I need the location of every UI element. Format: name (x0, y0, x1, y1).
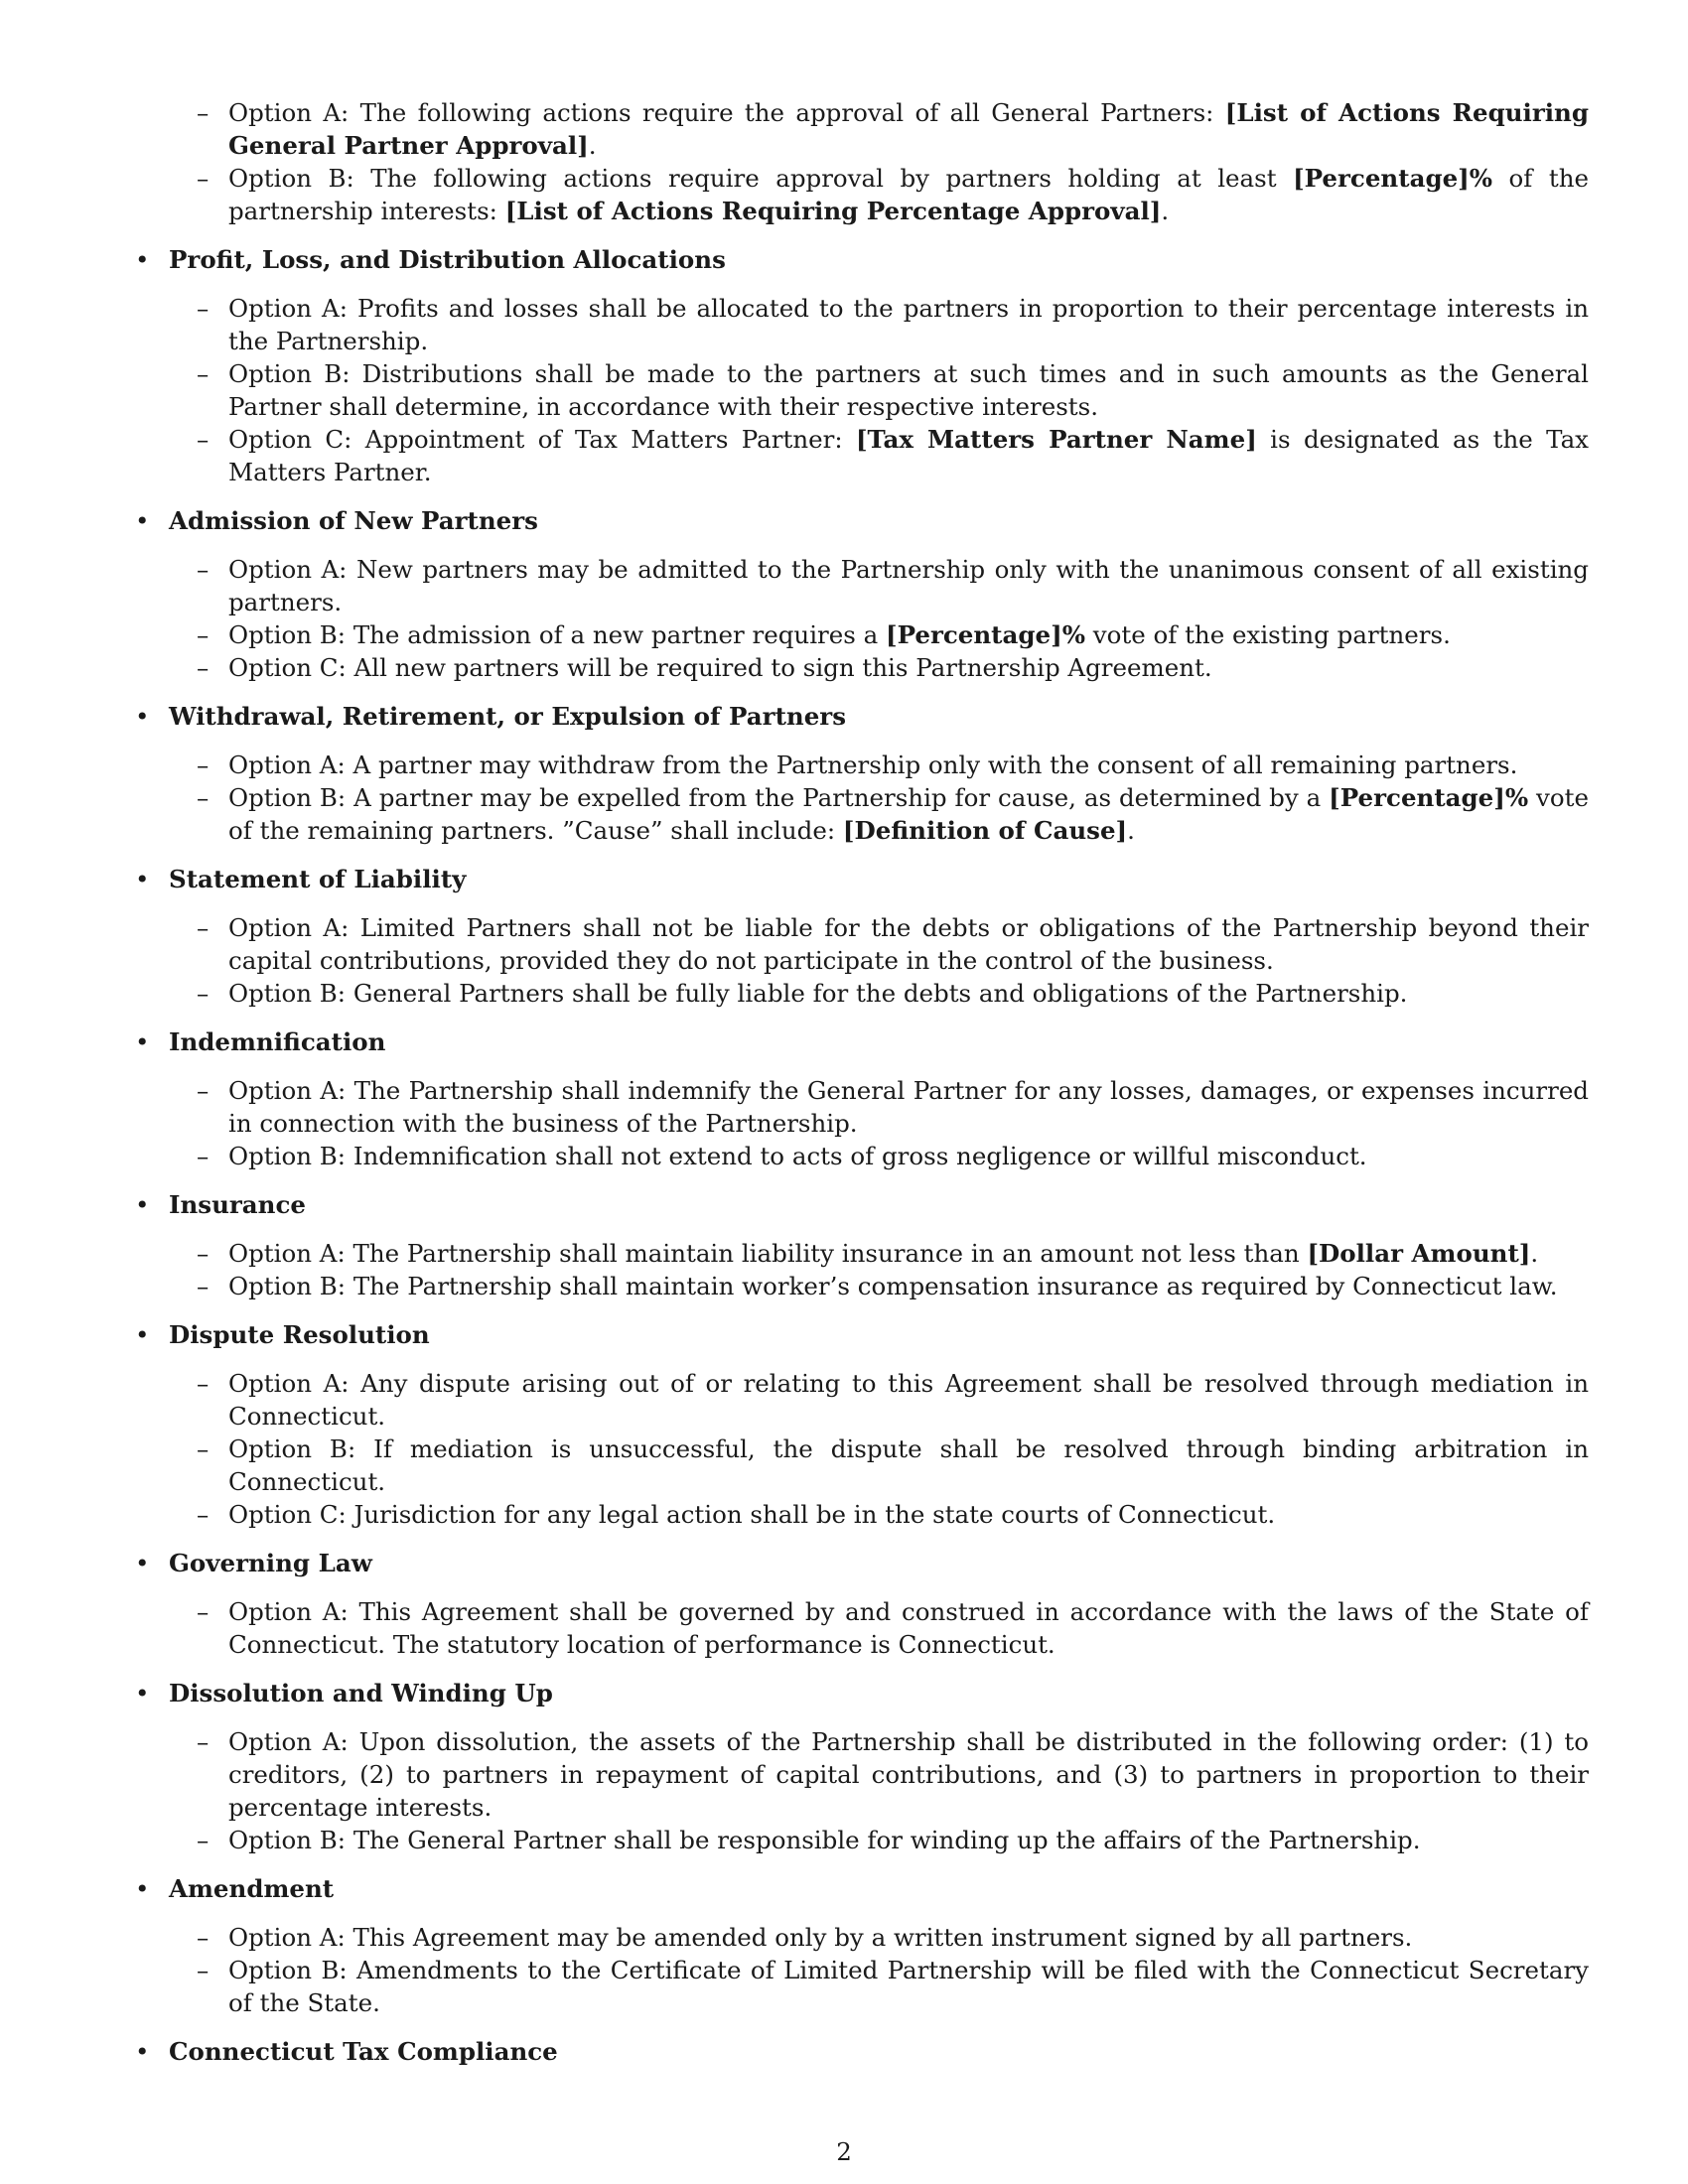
option-item (228, 618, 1589, 651)
option-text: Option A: Limited Partners shall not be liable for the debts or obligations of the Partnership beyond their capital contributions, provided they do not participate in the control of the business. (228, 913, 1589, 975)
option-item (228, 1725, 1589, 1824)
option-text: Option C: Appointment of Tax Matters Partner: (228, 425, 856, 454)
section-heading: • Admission of New Partners (135, 504, 1589, 537)
option-list (135, 1595, 1589, 1661)
section-item (135, 1318, 1589, 1531)
option-text: Option B: The Partnership shall maintain worker’s compensation insurance as required by Connecticut law. (228, 1272, 1558, 1300)
option-item (228, 1498, 1589, 1531)
option-item (228, 1595, 1589, 1661)
section-item (135, 1872, 1589, 2019)
option-text: vote of the existing partners. (1084, 620, 1451, 649)
option-item (228, 1074, 1589, 1140)
option-text: . (588, 131, 597, 160)
option-item (228, 911, 1589, 977)
option-item (228, 781, 1589, 847)
option-item (228, 1921, 1589, 1954)
section-heading: • Amendment (135, 1872, 1589, 1905)
option-text: Option A: New partners may be admitted to the Partnership only with the unanimous consent of all existing partners. (228, 555, 1589, 616)
section-item (135, 1188, 1589, 1302)
option-item (228, 292, 1589, 357)
option-text: Option A: Upon dissolution, the assets of the Partnership shall be distributed in the following order: (1) to creditors, (2) to partners in repayment of capital contributions, and (3) to partners in proportion to their percentage interests. (228, 1727, 1589, 1822)
section-heading: • Insurance (135, 1188, 1589, 1221)
option-item (228, 423, 1589, 488)
section-heading: • Indemnification (135, 1025, 1589, 1058)
placeholder-field: [Tax Matters Partner Name] (855, 425, 1257, 454)
section-item (135, 1025, 1589, 1172)
option-list (135, 749, 1589, 847)
option-list (135, 1367, 1589, 1531)
section-item (135, 1677, 1589, 1856)
option-item (228, 1433, 1589, 1498)
placeholder-field: [Definition of Cause] (842, 816, 1128, 845)
page-number: 2 (836, 2137, 852, 2166)
placeholder-field: [Percentage]% (886, 620, 1085, 649)
option-text: Option B: The following actions require approval by partners holding at least (228, 164, 1294, 193)
option-text: Option A: Profits and losses shall be allocated to the partners in proportion to their percentage interests in the Partnership. (228, 294, 1589, 355)
section-heading: • Profit, Loss, and Distribution Allocations (135, 243, 1589, 276)
option-text: Option B: Amendments to the Certificate of Limited Partnership will be filed with the Connecticut Secretary of the State. (228, 1956, 1589, 2017)
section-heading: • Governing Law (135, 1547, 1589, 1579)
continued-option-list (135, 96, 1589, 227)
placeholder-field: [List of Actions Requiring General Partner Approval] (228, 98, 1589, 160)
option-text: Option B: Indemnification shall not extend to acts of gross negligence or willful misconduct. (228, 1142, 1367, 1170)
section-heading: • Statement of Liability (135, 863, 1589, 895)
section-item (135, 243, 1589, 488)
section-heading: • Connecticut Tax Compliance (135, 2035, 1589, 2068)
option-item (228, 1954, 1589, 2019)
option-item (228, 162, 1589, 227)
option-list (135, 1921, 1589, 2019)
option-list (135, 911, 1589, 1010)
option-item (228, 1140, 1589, 1172)
option-list (135, 1074, 1589, 1172)
option-item (228, 357, 1589, 423)
option-text: Option A: A partner may withdraw from the Partnership only with the consent of all remaining partners. (228, 751, 1518, 779)
option-text: Option B: If mediation is unsuccessful, the dispute shall be resolved through binding arbitration in Connecticut. (228, 1434, 1589, 1496)
option-text: Option B: The admission of a new partner requires a (228, 620, 887, 649)
section-heading: • Withdrawal, Retirement, or Expulsion of Partners (135, 700, 1589, 733)
option-text: Option A: This Agreement may be amended only by a written instrument signed by all partners. (228, 1923, 1413, 1952)
option-text: Option B: General Partners shall be fully liable for the debts and obligations of the Partnership. (228, 979, 1408, 1008)
option-item (228, 651, 1589, 684)
section-item (135, 1547, 1589, 1661)
option-list (135, 1725, 1589, 1856)
option-text: . (1161, 197, 1170, 225)
option-item (228, 1367, 1589, 1433)
option-text: Option A: The Partnership shall indemnify the General Partner for any losses, damages, or expenses incurred in connection with the business of the Partnership. (228, 1076, 1589, 1138)
document-body (135, 96, 1589, 2084)
option-text: Option B: A partner may be expelled from the Partnership for cause, as determined by a (228, 783, 1330, 812)
option-item (228, 1237, 1589, 1270)
option-item (228, 96, 1589, 162)
option-text: Option C: All new partners will be required to sign this Partnership Agreement. (228, 653, 1212, 682)
placeholder-field: [List of Actions Requiring Percentage Approval] (504, 197, 1162, 225)
option-list (135, 1237, 1589, 1302)
option-item (228, 1270, 1589, 1302)
option-text: . (1127, 816, 1135, 845)
option-item (228, 553, 1589, 618)
section-item (135, 504, 1589, 684)
option-item (228, 749, 1589, 781)
placeholder-field: [Percentage]% (1293, 164, 1493, 193)
option-text: Option A: The Partnership shall maintain liability insurance in an amount not less than (228, 1239, 1308, 1268)
option-text: Option B: Distributions shall be made to the partners at such times and in such amounts as the General Partner shall determine, in accordance with their respective interests. (228, 359, 1589, 421)
option-text: Option B: The General Partner shall be responsible for winding up the affairs of the Partnership. (228, 1826, 1421, 1854)
section-heading: • Dispute Resolution (135, 1318, 1589, 1351)
section-list (135, 243, 1589, 2068)
option-text: Option A: Any dispute arising out of or relating to this Agreement shall be resolved through mediation in Connecticut. (228, 1369, 1589, 1431)
option-list (135, 553, 1589, 684)
option-item (228, 1824, 1589, 1856)
placeholder-field: [Percentage]% (1329, 783, 1529, 812)
option-text: of the partnership interests: (228, 164, 1589, 225)
section-heading: • Dissolution and Winding Up (135, 1677, 1589, 1709)
placeholder-field: [Dollar Amount] (1307, 1239, 1531, 1268)
section-item (135, 700, 1589, 847)
option-text: . (1530, 1239, 1539, 1268)
section-item (135, 2035, 1589, 2068)
option-list (135, 292, 1589, 488)
option-text: Option A: The following actions require the approval of all General Partners: (228, 98, 1225, 127)
option-text: Option A: This Agreement shall be governed by and construed in accordance with the laws of the State of Connecticut. The statutory location of performance is Connecticut. (228, 1597, 1589, 1659)
option-text: vote of the remaining partners. ”Cause” shall include: (228, 783, 1589, 845)
option-text: Option C: Jurisdiction for any legal action shall be in the state courts of Connecticut. (228, 1500, 1276, 1529)
section-item (135, 863, 1589, 1010)
option-item (228, 977, 1589, 1010)
option-text: is designated as the Tax Matters Partner. (228, 425, 1590, 486)
